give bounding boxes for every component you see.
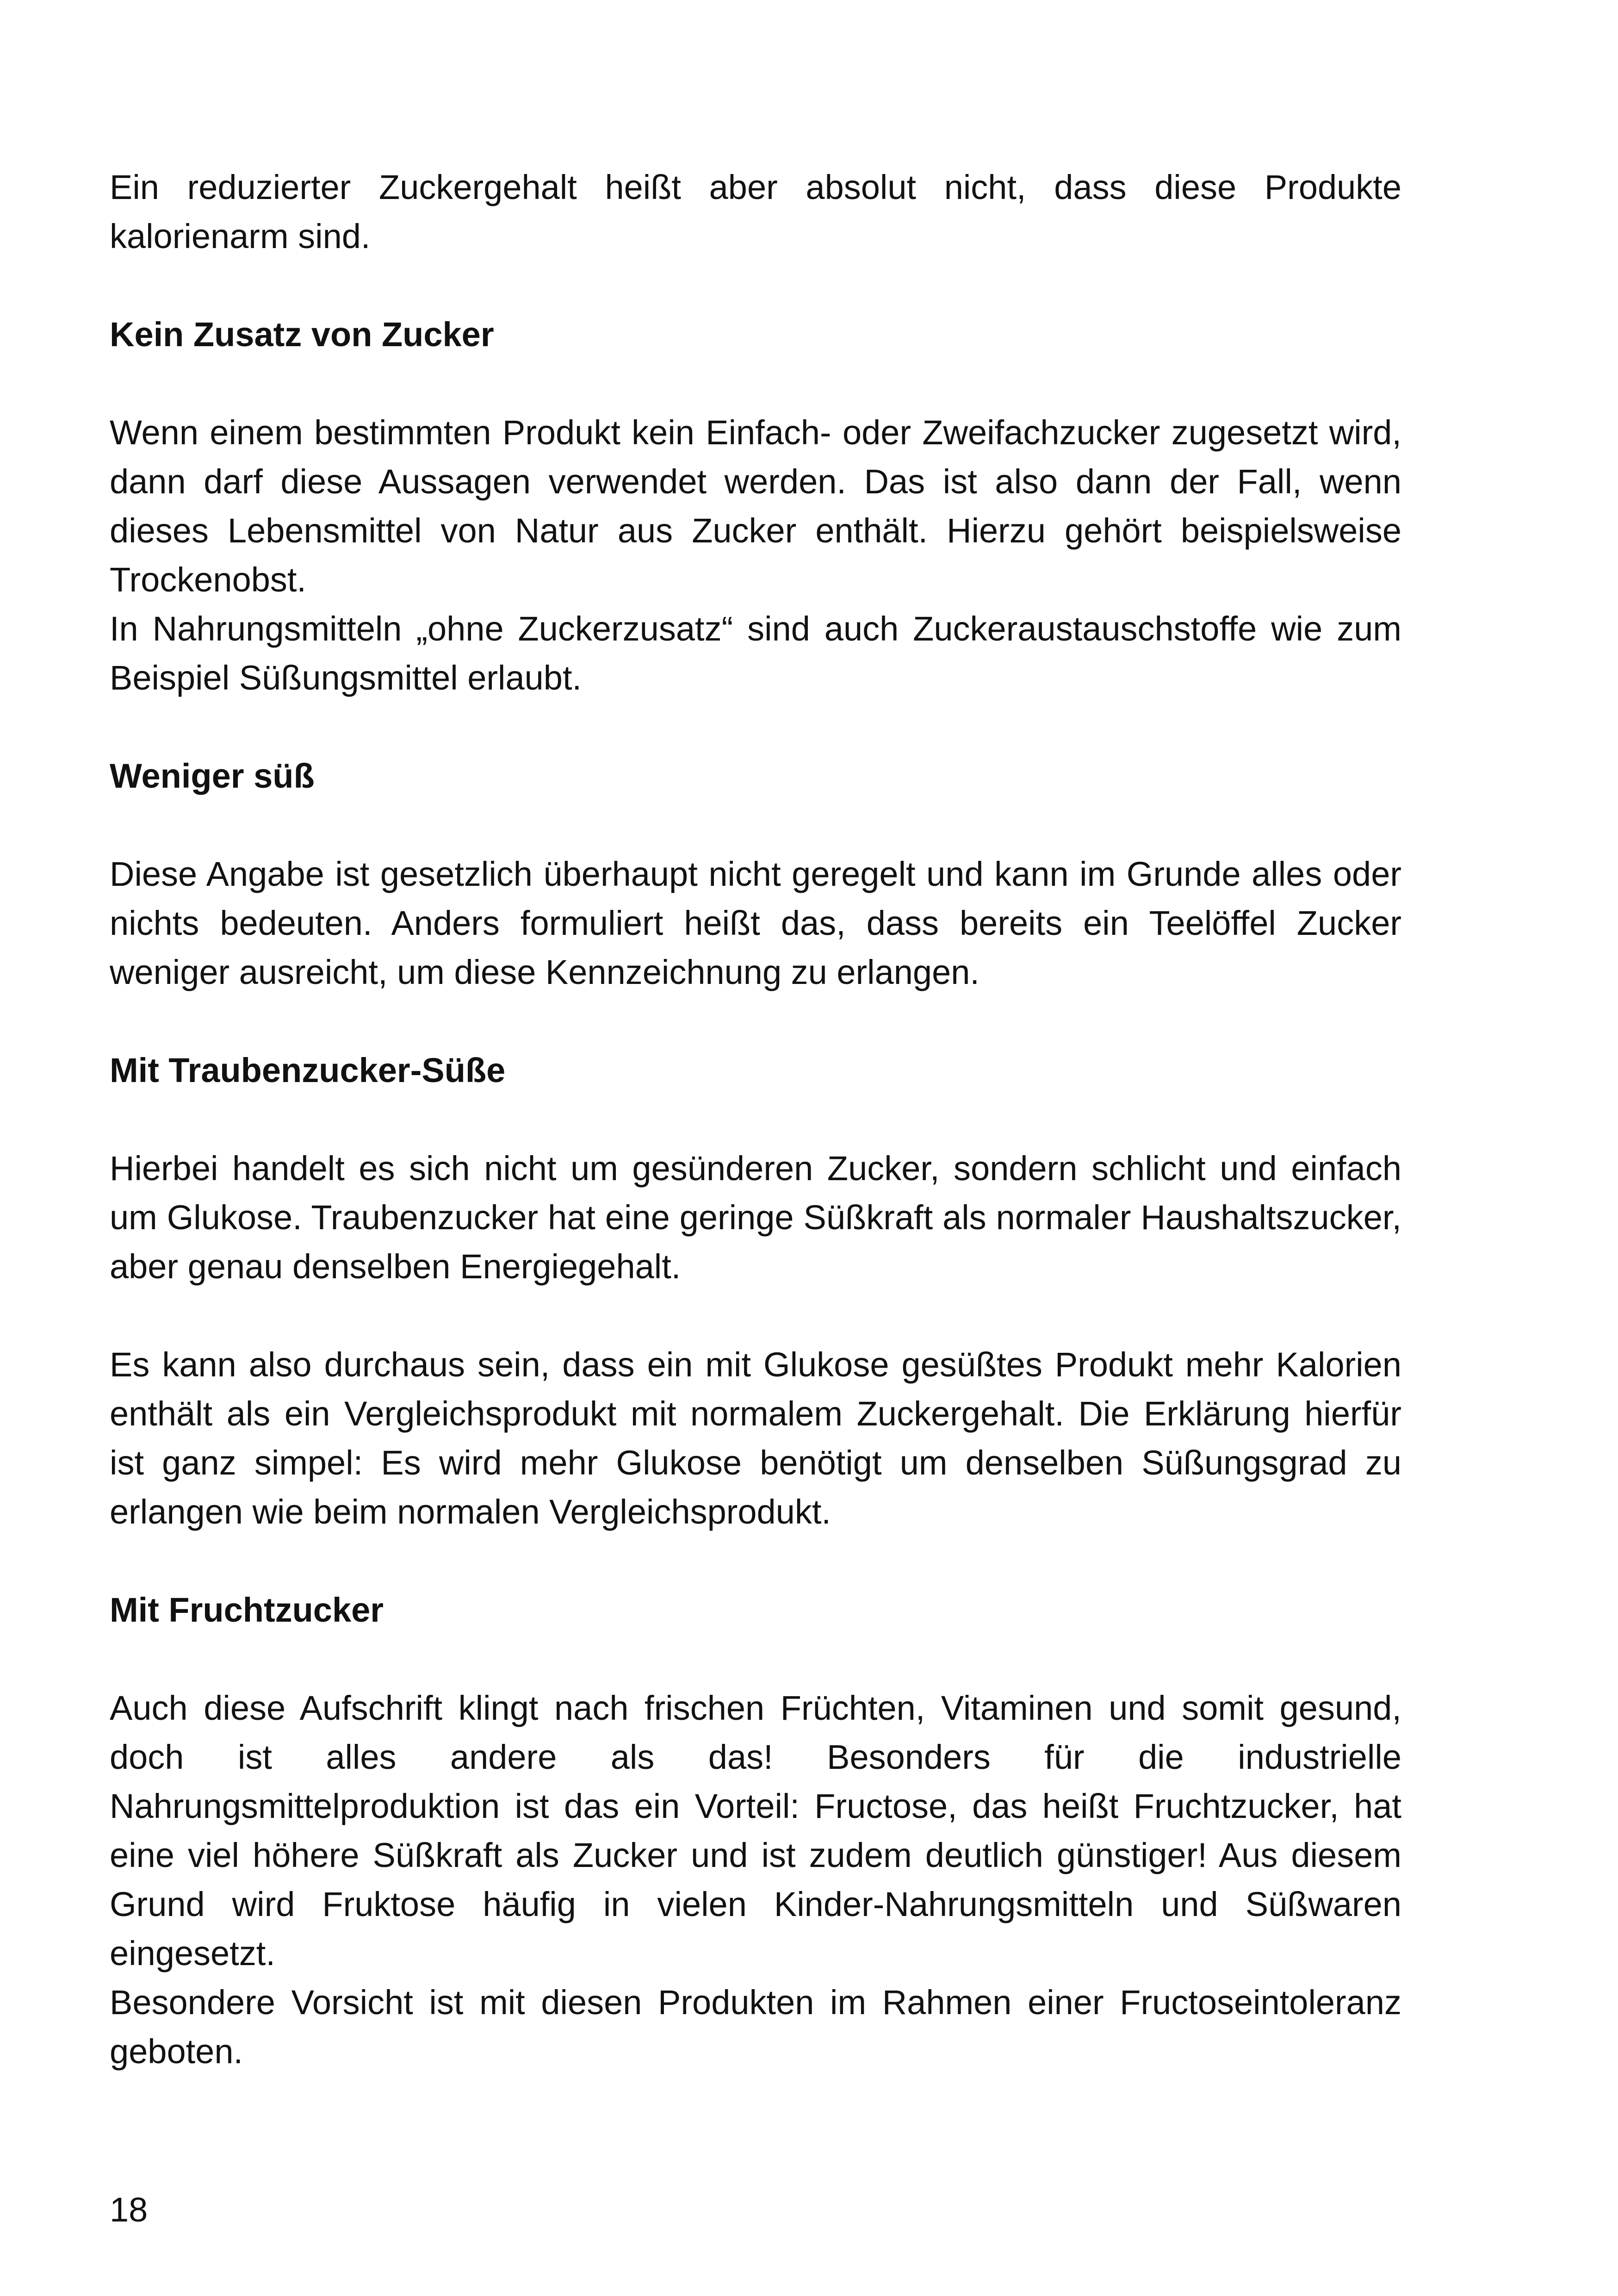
spacer (110, 1537, 1401, 1586)
heading-weniger-suess: Weniger süß (110, 757, 315, 795)
page-number: 18 (110, 2190, 148, 2229)
spacer (110, 997, 1401, 1046)
paragraph-traubenzucker-1: Hierbei handelt es sich nicht um gesünderen Zucker, sondern schlicht und einfach um Glukose. Traubenzucker hat eine geringe Süßkraft als normaler Haushaltszucker, aber genau denselben Energiegehalt. (110, 1149, 1401, 1286)
spacer (110, 703, 1401, 752)
paragraph-fruchtzucker-1: Auch diese Aufschrift klingt nach frischen Früchten, Vitaminen und somit gesund, doch ist alles andere als das! Besonders für die industrielle Nahrungsmittelproduktion ist das ein Vorteil: Fructose, das heißt Fruchtzucker, hat eine viel höhere Süßkraft als Zucker und ist zudem deutlich günstiger! Aus diesem Grund wird Fruktose häufig in vielen Kinder-Nahrungsmitteln und Süßwaren eingesetzt. (110, 1689, 1401, 1972)
paragraph-traubenzucker-2: Es kann also durchaus sein, dass ein mit Glukose gesüßtes Produkt mehr Kalorien enthält als ein Vergleichsprodukt mit normalem Zuckergehalt. Die Erklärung hierfür ist ganz simpel: Es wird mehr Glukose benötigt um denselben Süßungsgrad zu erlangen wie beim normalen Vergleichsprodukt. (110, 1345, 1401, 1531)
spacer (110, 1095, 1401, 1144)
paragraph-kein-zusatz-1: Wenn einem bestimmten Produkt kein Einfach- oder Zweifachzucker zugesetzt wird, dann darf diese Aussagen verwendet werden. Das ist also dann der Fall, wenn dieses Lebensmittel von Natur aus Zucker enthält. Hierzu gehört beispielsweise Trockenobst. (110, 413, 1401, 599)
spacer (110, 359, 1401, 408)
heading-fruchtzucker: Mit Fruchtzucker (110, 1591, 384, 1629)
heading-traubenzucker: Mit Traubenzucker-Süße (110, 1051, 506, 1089)
spacer (110, 261, 1401, 310)
heading-kein-zusatz: Kein Zusatz von Zucker (110, 315, 494, 354)
paragraph-fruchtzucker-2: Besondere Vorsicht ist mit diesen Produkten im Rahmen einer Fructoseintoleranz geboten. (110, 1983, 1401, 2071)
spacer (110, 801, 1401, 850)
paragraph-kein-zusatz-2: In Nahrungsmitteln „ohne Zuckerzusatz“ sind auch Zuckeraustauschstoffe wie zum Beispiel Süßungsmittel erlaubt. (110, 610, 1401, 697)
paragraph-weniger-suess: Diese Angabe ist gesetzlich überhaupt nicht geregelt und kann im Grunde alles oder nichts bedeuten. Anders formuliert heißt das, dass bereits ein Teelöffel Zucker weniger ausreicht, um diese Kennzeichnung zu erlangen. (110, 855, 1401, 991)
spacer (110, 1635, 1401, 1684)
paragraph-intro: Ein reduzierter Zuckergehalt heißt aber absolut nicht, dass diese Produkte kalorienarm sind. (110, 168, 1401, 255)
spacer (110, 1291, 1401, 1340)
page-content (110, 163, 1401, 2076)
